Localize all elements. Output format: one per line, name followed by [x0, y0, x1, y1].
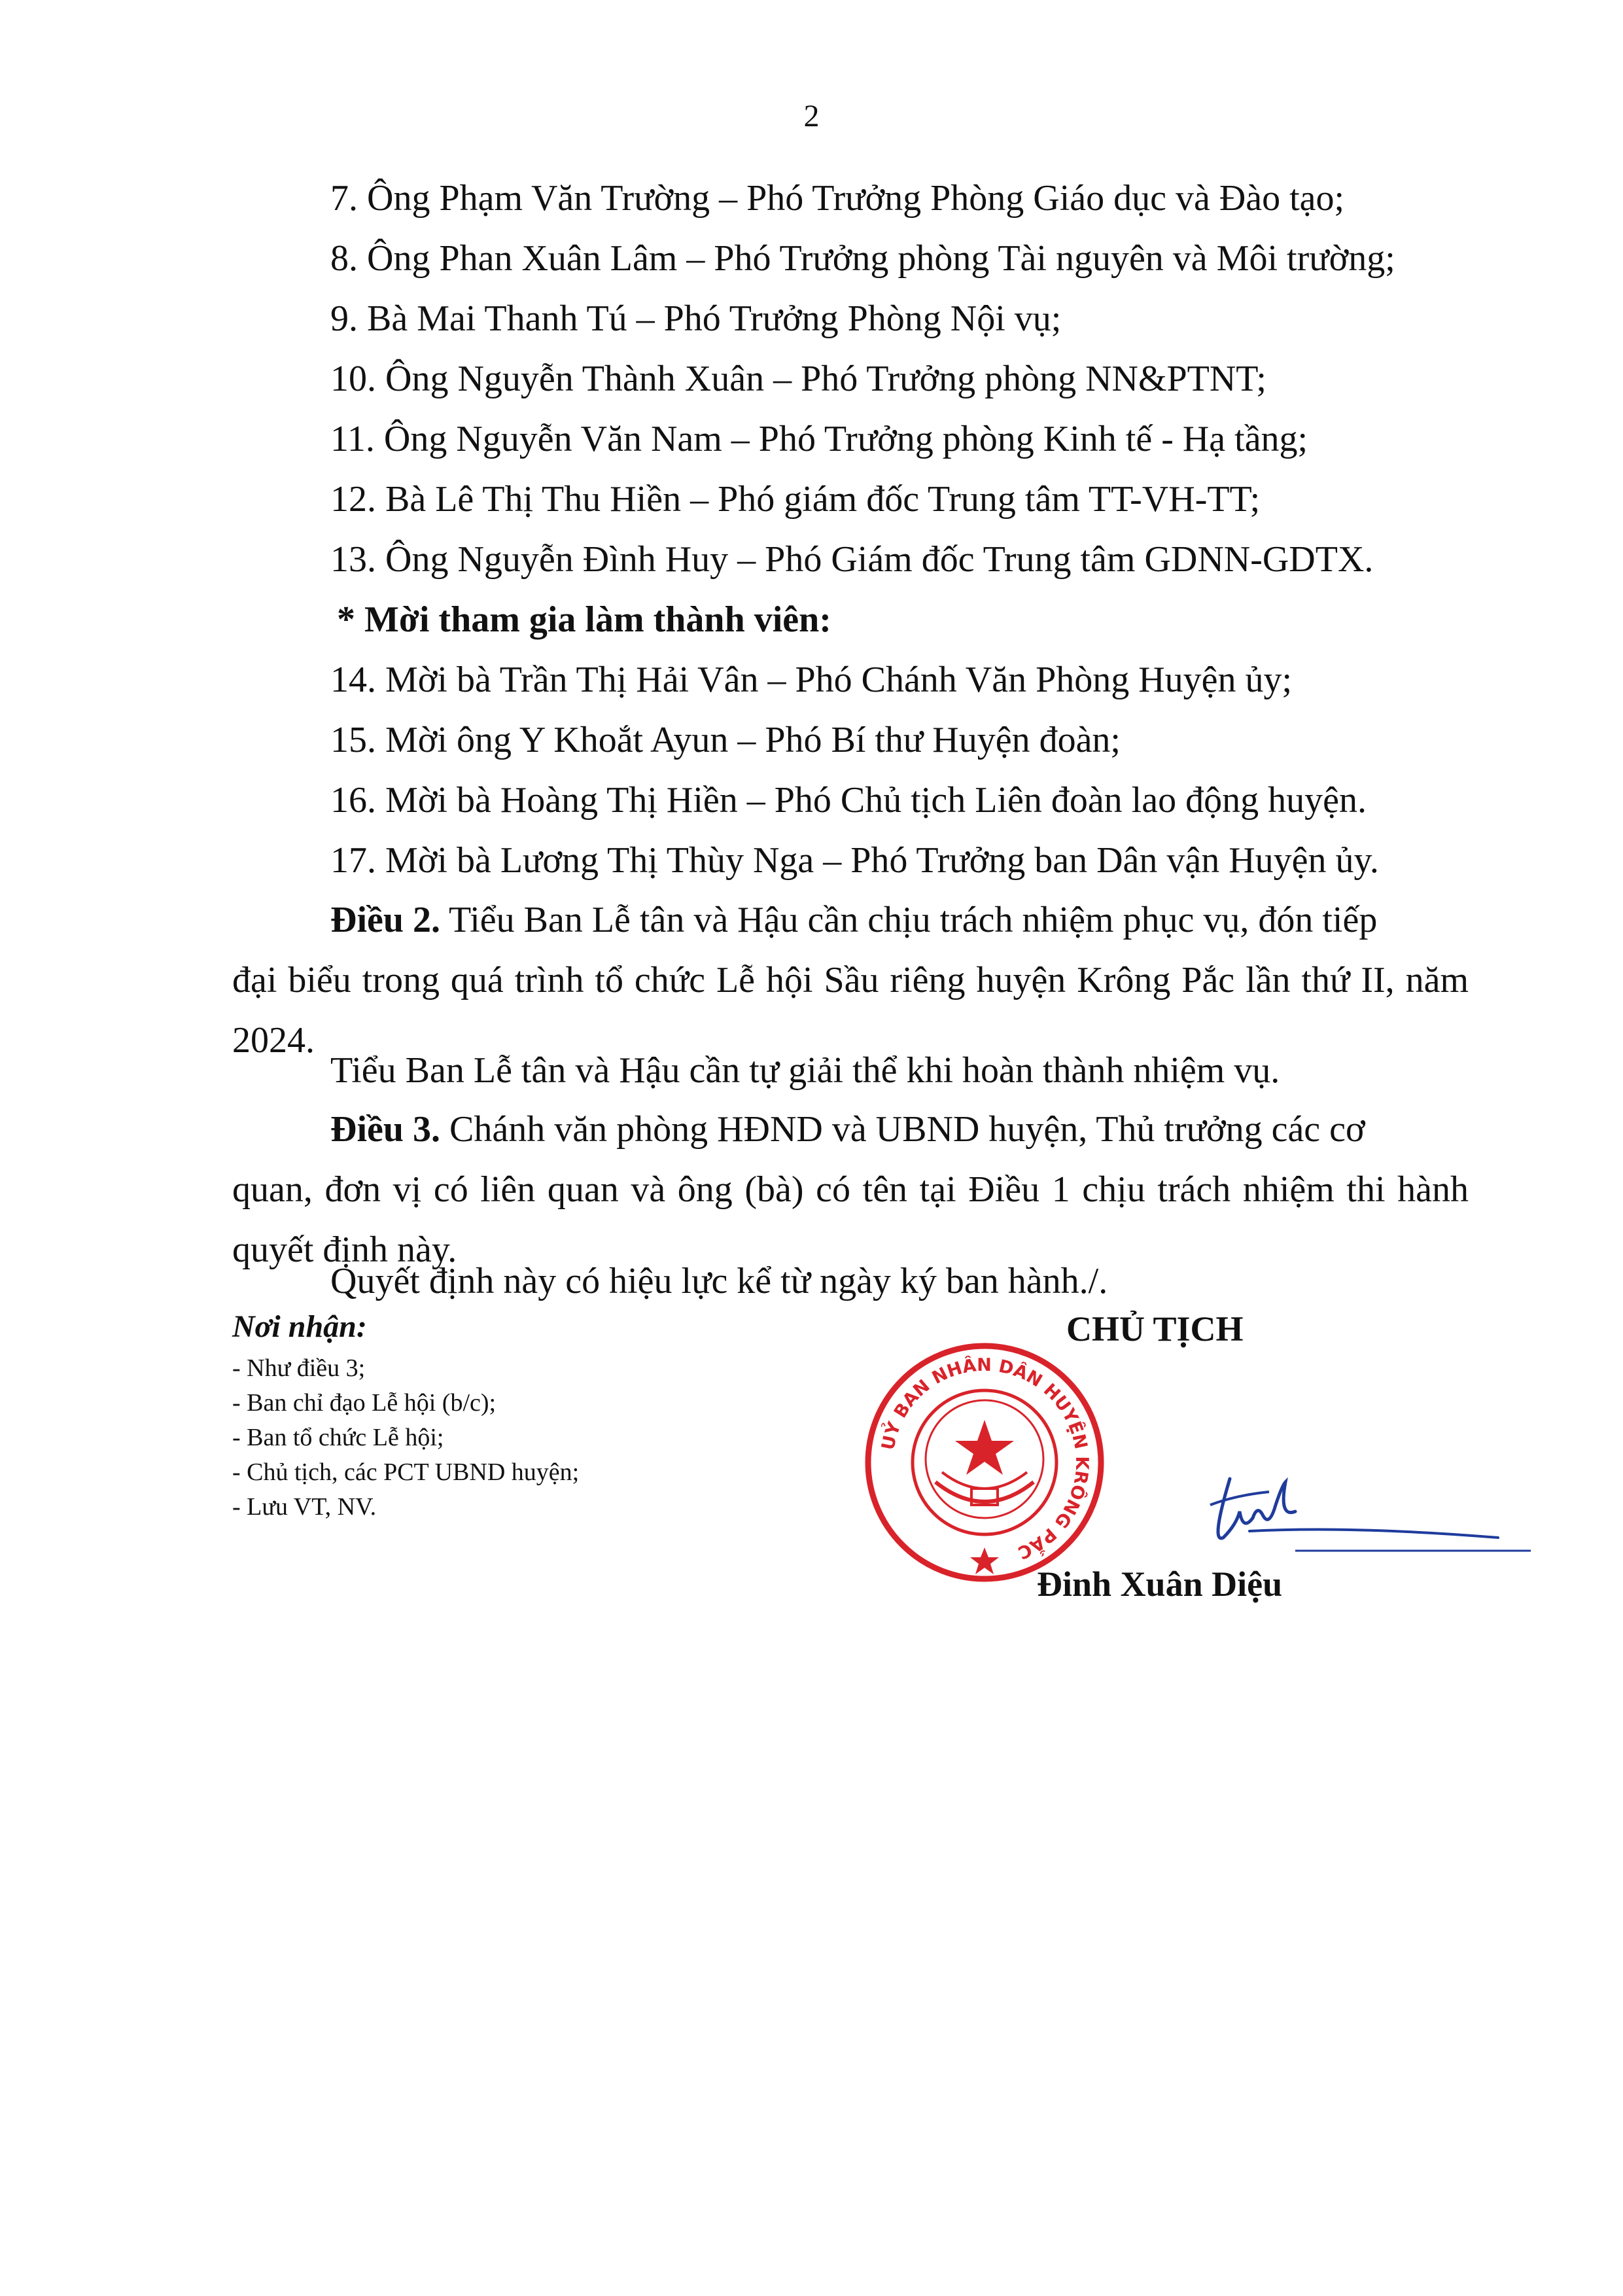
recipient-item: - Ban tổ chức Lễ hội; — [232, 1424, 444, 1451]
invited-heading: * Mời tham gia làm thành viên: — [337, 599, 831, 640]
recipients-block — [232, 1309, 756, 1525]
recipient-item: - Như điều 3; — [232, 1354, 366, 1382]
recipients-title: Nơi nhận: — [232, 1309, 367, 1344]
signer-name: Đinh Xuân Diệu — [1037, 1564, 1283, 1604]
article-3-first-line — [232, 1099, 1469, 1159]
signer-title: CHỦ TỊCH — [1066, 1309, 1244, 1349]
signature-block — [818, 1309, 1537, 1636]
member-line-9: 9. Bà Mai Thanh Tú – Phó Trưởng Phòng Nội vụ; — [330, 298, 1062, 339]
handwritten-signature — [1014, 1466, 1537, 1564]
invited-line-15: 15. Mời ông Y Khoắt Ayun – Phó Bí thư Huyện đoàn; — [330, 720, 1121, 760]
member-line-7: 7. Ông Phạm Văn Trường – Phó Trưởng Phòng Giáo dục và Đào tạo; — [330, 178, 1345, 219]
article-2-text-start: Tiểu Ban Lễ tân và Hậu cần chịu trách nhiệm phục vụ, đón tiếp — [440, 900, 1378, 940]
recipient-item: - Lưu VT, NV. — [232, 1493, 377, 1521]
member-line-11: 11. Ông Nguyễn Văn Nam – Phó Trưởng phòng Kinh tế - Hạ tầng; — [330, 419, 1308, 459]
effective-clause: Quyết định này có hiệu lực kể từ ngày ký ban hành./. — [330, 1261, 1108, 1301]
article-3-text-rest: quan, đơn vị có liên quan và ông (bà) có tên tại Điều 1 chịu trách nhiệm thi hành quyết định này. — [232, 1169, 1469, 1270]
invited-line-14: 14. Mời bà Trần Thị Hải Vân – Phó Chánh Văn Phòng Huyện ủy; — [330, 660, 1293, 700]
member-line-12: 12. Bà Lê Thị Thu Hiền – Phó giám đốc Trung tâm TT-VH-TT; — [330, 479, 1261, 520]
invited-line-16: 16. Mời bà Hoàng Thị Hiền – Phó Chủ tịch Liên đoàn lao động huyện. — [330, 780, 1367, 821]
article-2-first-line — [232, 890, 1469, 950]
article-2-dissolve: Tiểu Ban Lễ tân và Hậu cần tự giải thể khi hoàn thành nhiệm vụ. — [330, 1050, 1280, 1091]
invited-line-17: 17. Mời bà Lương Thị Thùy Nga – Phó Trưởng ban Dân vận Huyện ủy. — [330, 840, 1379, 881]
article-2-label: Điều 2. — [330, 900, 440, 940]
article-3-text-start: Chánh văn phòng HĐND và UBND huyện, Thủ trưởng các cơ — [440, 1109, 1365, 1150]
recipient-item: - Chủ tịch, các PCT UBND huyện; — [232, 1458, 580, 1486]
member-line-10: 10. Ông Nguyễn Thành Xuân – Phó Trưởng phòng NN&PTNT; — [330, 359, 1266, 399]
recipient-item: - Ban chỉ đạo Lễ hội (b/c); — [232, 1389, 497, 1417]
article-3-label: Điều 3. — [330, 1109, 440, 1150]
member-line-8: 8. Ông Phan Xuân Lâm – Phó Trưởng phòng Tài nguyên và Môi trường; — [330, 238, 1395, 279]
page-number: 2 — [803, 99, 820, 133]
member-line-13: 13. Ông Nguyễn Đình Huy – Phó Giám đốc Trung tâm GDNN-GDTX. — [330, 539, 1374, 580]
article-2-text-rest: đại biểu trong quá trình tổ chức Lễ hội Sầu riêng huyện Krông Pắc lần thứ II, năm 2024. — [232, 960, 1469, 1061]
seal-text: UỶ BAN NHÂN DÂN HUYỆN KRÔNG PẮC — [878, 1354, 1092, 1563]
